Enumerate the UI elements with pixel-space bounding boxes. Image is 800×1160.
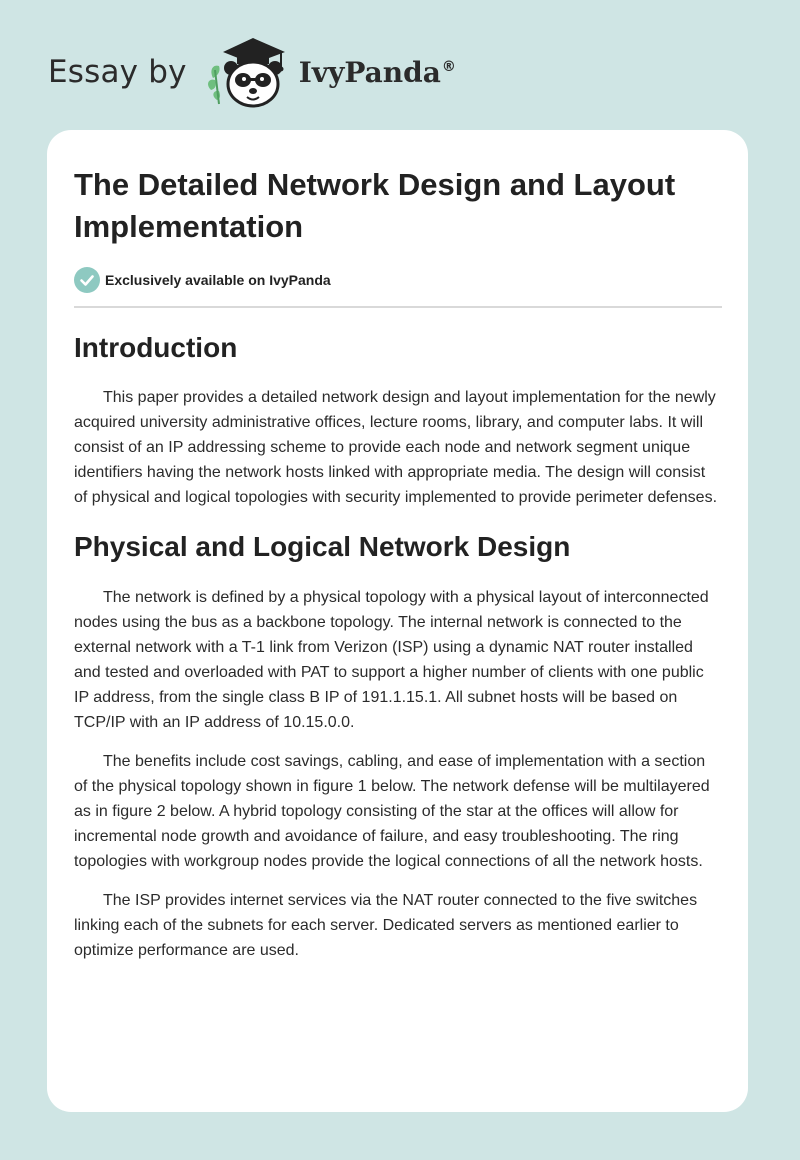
page-title: The Detailed Network Design and Layout Implementation [74, 167, 676, 244]
paragraph: The network is defined by a physical topology with a physical layout of interconnected nodes using the bus as a backbone topology. The internal network is connected to the external network with a T-1 link from Verizon (ISP) using a dynamic NAT router installed and tested and overloaded with PAT to support a higher number of clients with one public IP address, from the single class B IP of 191.1.15.1. All subnet hosts will be based on TCP/IP with an IP address of 10.15.0.0. [74, 589, 709, 731]
check-circle-icon [74, 267, 100, 293]
paragraph: This paper provides a detailed network design and layout implementation for the newly acquired university administrative offices, lecture rooms, library, and computer labs. It will consist of an IP addressing scheme to provide each node and network segment unique identifiers having the network hosts linked with appropriate media. The design will consist of physical and logical topologies with security implemented to provide perimeter defenses. [74, 389, 718, 506]
brand-name: IvyPanda® [298, 55, 456, 89]
badge-text: Exclusively available on IvyPanda [105, 272, 331, 288]
panda-graduate-logo-icon [201, 34, 293, 110]
paragraph: The ISP provides internet services via the NAT router connected to the five switches linking each of the subnets for each server. Dedicated servers as mentioned earlier to optimize performance are used. [74, 892, 698, 959]
brand-prefix: Essay by [48, 54, 187, 90]
exclusive-badge [74, 266, 722, 294]
brand-header[interactable] [48, 34, 456, 110]
section-heading-introduction: Introduction [74, 332, 238, 363]
section-heading-physical-logical-design: Physical and Logical Network Design [74, 531, 571, 562]
essay-card [47, 130, 748, 1112]
paragraph: The benefits include cost savings, cabling, and ease of implementation with a section of the physical topology shown in figure 1 below. The network defense will be multilayered as in figure 2 below. A hybrid topology consisting of the star at the offices will allow for incremental node growth and avoidance of failure, and easy troubleshooting. The ring topologies with workgroup nodes provide the logical connections of all the network hosts. [74, 753, 710, 870]
divider [74, 306, 722, 308]
registered-mark: ® [441, 59, 456, 76]
